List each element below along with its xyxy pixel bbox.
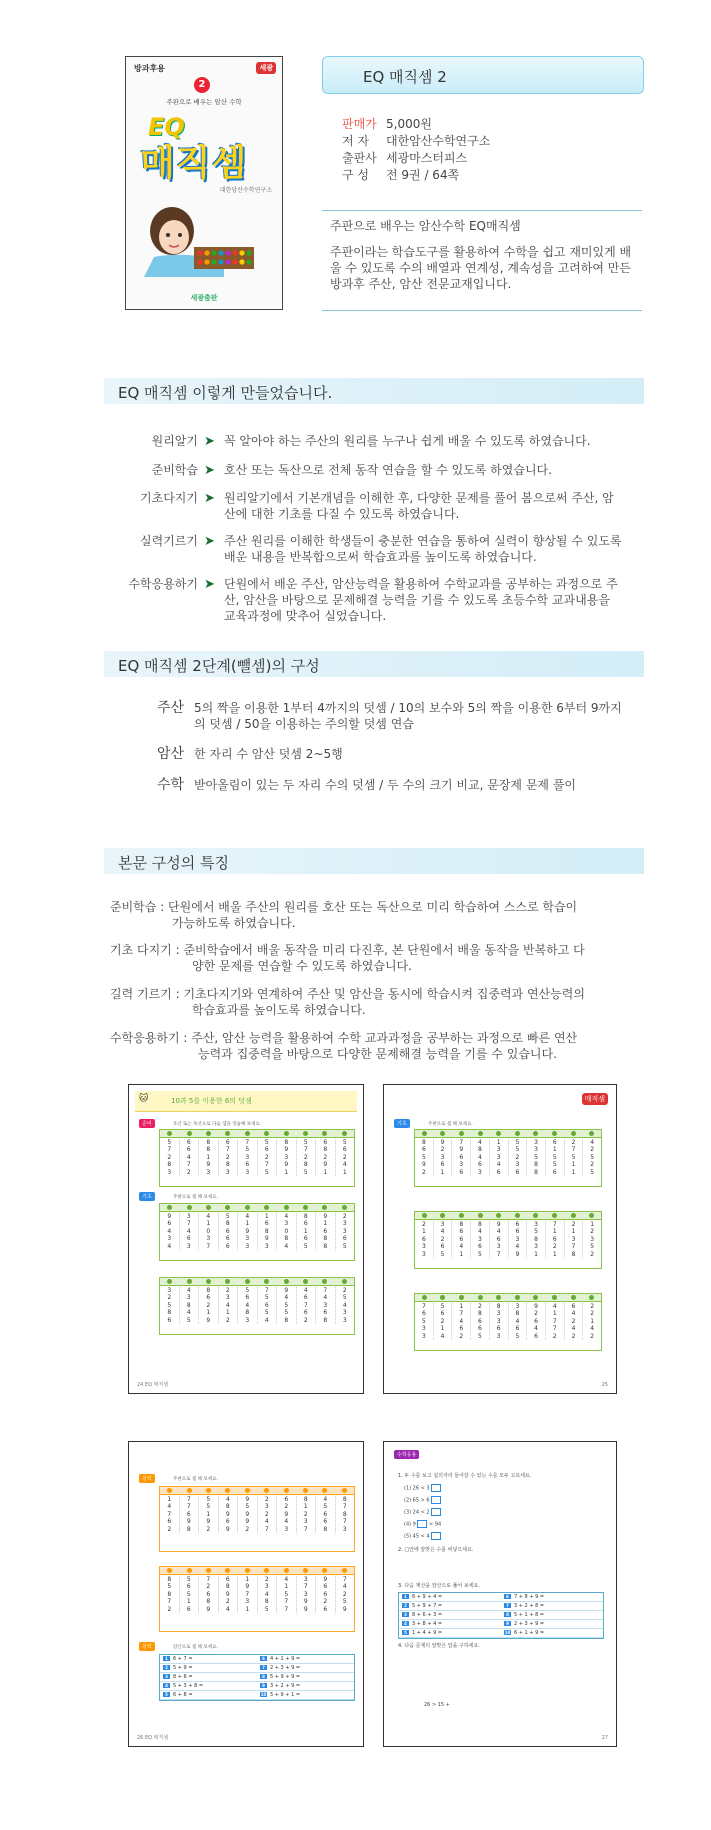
arrow-icon: ➤ [204, 577, 215, 592]
tag-basic: 기초 [139, 1192, 155, 1201]
table-cell: 3 8 + 6 = [160, 1673, 257, 1681]
grid-dot-icon [264, 1131, 269, 1136]
section-header-body: 본문 구성의 특징 [104, 848, 644, 874]
grid-dot-icon [303, 1488, 308, 1493]
unit-title: 10과 5를 이용한 6의 덧셈 [171, 1097, 252, 1105]
table-cell: 9 3 + 2 + 9 = [257, 1682, 354, 1690]
grid-dot-icon [496, 1295, 501, 1300]
practice-grid [159, 1277, 355, 1335]
grid-column: 4 1 9 3 3 [238, 1213, 258, 1250]
grid-dot-icon [589, 1295, 594, 1300]
table-row [399, 1602, 603, 1611]
table-cell: 6 7 + 8 + 9 = [501, 1593, 603, 1601]
body-feature: 길력 기르기 : 기초다지기와 연계하여 주산 및 암산을 동시에 학습시켜 집중력과 연산능력의 학습효과를 높이도록 하였습니다. [110, 987, 585, 1017]
grid-dot-icon [303, 1568, 308, 1573]
grid-column: 8 5 8 7 2 [160, 1576, 180, 1613]
grid-column: 2 5 4 3 3 [342, 1287, 347, 1324]
table-cell: 5 1 + 4 + 9 = [399, 1629, 501, 1637]
grid-dot-icon [187, 1205, 192, 1210]
grid-dot-icon [440, 1131, 445, 1136]
tag-skill: 실력 [139, 1642, 155, 1651]
grid-dot-icon [245, 1131, 250, 1136]
grid-column: 5 5 2 3 6 [509, 1139, 528, 1176]
grid-column: 2 3 4 1 2 [219, 1287, 239, 1324]
grid-column: 6 8 2 9 1 [316, 1139, 336, 1176]
table-cell: 2 5 + 9 + 7 = [399, 1602, 501, 1610]
grid-header [160, 1204, 354, 1212]
info-row-composition: 구 성 전 9권 / 64쪽 [342, 168, 460, 182]
grid-dot-icon [245, 1205, 250, 1210]
grid-column: 2 7 5 1 1 [565, 1139, 584, 1176]
table-row [160, 1691, 354, 1700]
cover-publisher-logo: 세광 [256, 62, 276, 74]
grid-dot-icon [533, 1131, 538, 1136]
product-title-bar [322, 56, 644, 94]
grid-dot-icon [342, 1568, 347, 1573]
grid-dot-icon [552, 1131, 557, 1136]
grid-dot-icon [303, 1131, 308, 1136]
body-feature: 수학응용하기 : 주산, 암산 능력을 활용하여 수학 교과과정을 공부하는 과정으로 빠른 연산 능력과 집중력을 바탕으로 다양한 문제해결 능력을 기를 수 있습니다. [110, 1031, 578, 1061]
grid-column: 3 7 4 6 3 [180, 1213, 200, 1250]
section-header-composition: EQ 매직셈 2단계(뺄셈)의 구성 [104, 651, 644, 677]
grid-column: 8 6 1 6 5 [297, 1213, 317, 1250]
grid-dot-icon [284, 1205, 289, 1210]
magic-logo: 매직셈 [582, 1093, 608, 1105]
grid-column: 2 8 6 6 5 [471, 1303, 490, 1340]
blank-box-row: (5) 45 < 4 [404, 1532, 441, 1540]
grid-column: 4 8 4 6 3 [471, 1139, 490, 1176]
table-cell: 1 6 + 7 = [160, 1655, 257, 1663]
grid-dot-icon [533, 1295, 538, 1300]
grid-column: 4 1 5 7 7 [277, 1576, 297, 1613]
grid-dot-icon [225, 1131, 230, 1136]
table-cell: 8 5 + 9 + 9 = [257, 1673, 354, 1681]
grid-dot-icon [571, 1295, 576, 1300]
grid-dot-icon [206, 1205, 211, 1210]
cover-subtitle: 주판으로 배우는 암산 수학 [166, 98, 242, 106]
grid-dot-icon [206, 1279, 211, 1284]
practice-grid [414, 1129, 602, 1187]
grid-dot-icon [478, 1213, 483, 1218]
tag-math-apply: 수학응용 [394, 1450, 419, 1459]
grid-dot-icon [225, 1205, 230, 1210]
grid-header [415, 1212, 601, 1220]
girl-with-abacus-illustration [134, 197, 274, 277]
grid-dot-icon [225, 1568, 230, 1573]
grid-column: 4 1 7 7 2 [546, 1303, 565, 1340]
product-title: EQ 매직셈 2 [363, 68, 447, 86]
grid-column: 4 6 7 6 2 [297, 1287, 317, 1324]
grid-header [415, 1130, 601, 1138]
grid-column: 1 2 3 5 2 [590, 1221, 595, 1258]
table-row [399, 1593, 603, 1602]
table-row [399, 1629, 603, 1638]
grid-column: 2 3 3 6 5 [342, 1213, 347, 1250]
tag-prepare: 준비 [139, 1119, 155, 1128]
grid-dot-icon [167, 1279, 172, 1284]
grid-dot-icon [264, 1279, 269, 1284]
sample-page-1: 🐱 10과 5를 이용한 6의 덧셈 준비 호산 또는 독산으로 다음 셈을 연습해 보세요. 5 7 2 8 3 6 6 4 7 2 8 8 1 9 3 6 7 2 8 3 7 5 3 6 3 5 6 2 7 5 8 9 3 9 1 5 7 2 8 5 6 8 2 9 1 5 6 2 4 1 기초 주판으로 셈 해 보세요. 9 6 4 3 4 3 7 4 6 3 4 1 0 3 7 5 8 6 6 6 4 1 9 3 3 1 6 8 9 3 4 3 0 8 4 8 6 1 6 5 9 1 6 8 8 2 3 3 6 5 3 2 5 8 6 4 3 8 4 5 8 6 2 1 9 2 3 4 1 2 5 6 4 8 3 7 5 6 5 4 9 4 5 5 8 4 6 7 6 2 7 4 3 6 8 2 5 4 3 3 24 EQ 매직셈 [128, 1084, 364, 1394]
grid-dot-icon [167, 1568, 172, 1573]
practice-grid [414, 1293, 602, 1351]
grid-column: 8 8 1 9 3 [199, 1139, 219, 1176]
grid-column: 8 6 6 4 1 [452, 1221, 471, 1258]
grid-dot-icon [515, 1213, 520, 1218]
cover-title: 매직셈 [140, 143, 248, 184]
arrow-icon: ➤ [204, 534, 215, 549]
grid-column: 8 3 3 6 3 [490, 1303, 509, 1340]
table-cell: 6 4 + 1 + 9 = [257, 1655, 354, 1663]
grid-dot-icon [303, 1279, 308, 1284]
grid-column: 4 3 8 4 5 [180, 1287, 200, 1324]
grid-dot-icon [589, 1131, 594, 1136]
grid-column: 1 7 4 6 2 [452, 1303, 471, 1340]
cover-institute: 대한암산수학연구소 [219, 187, 272, 194]
arrow-icon: ➤ [204, 463, 215, 478]
grid-dot-icon [322, 1279, 327, 1284]
grid-dot-icon [284, 1568, 289, 1573]
grid-dot-icon [322, 1488, 327, 1493]
practice-grid [159, 1566, 355, 1632]
grid-dot-icon [187, 1131, 192, 1136]
grid-dot-icon [459, 1131, 464, 1136]
grid-column: 9 1 6 8 8 [316, 1213, 336, 1250]
grid-column: 5 6 2 4 1 [342, 1139, 347, 1176]
grid-dot-icon [187, 1488, 192, 1493]
info-row-publisher: 출판사 세광마스터피스 [342, 151, 468, 165]
grid-column: 5 6 4 8 3 [238, 1287, 258, 1324]
body-feature: 준비학습 : 단원에서 배울 주산의 원리를 호산 또는 독산으로 미리 학습하여 스스로 학습이 가능하도록 하였습니다. [110, 900, 578, 930]
grid-column: 7 6 5 3 3 [415, 1303, 434, 1340]
grid-column: 4 2 5 2 5 [590, 1139, 595, 1176]
grid-column: 8 6 5 9 2 [415, 1139, 434, 1176]
table-row [399, 1620, 603, 1629]
grid-column: 9 4 6 3 7 [490, 1221, 509, 1258]
grid-column: 4 8 9 6 9 [219, 1496, 239, 1533]
table-row [399, 1611, 603, 1620]
grid-column: 9 2 3 6 1 [434, 1139, 453, 1176]
table-cell: 2 5 + 9 = [160, 1664, 257, 1672]
grid-column: 1 4 7 6 2 [160, 1496, 180, 1533]
grid-column: 1 9 7 3 1 [238, 1576, 258, 1613]
table-cell: 7 3 + 2 + 8 = [501, 1602, 603, 1610]
grid-column: 7 1 6 2 1 [546, 1221, 565, 1258]
equation: 26 > 15 + [424, 1702, 450, 1708]
grid-header [160, 1278, 354, 1286]
grid-dot-icon [303, 1205, 308, 1210]
blank-box-row: (4) 9 > 94 [404, 1521, 442, 1528]
grid-column: 5 6 5 1 6 [180, 1576, 200, 1613]
grid-column: 9 5 9 9 2 [238, 1496, 258, 1533]
grid-column: 2 3 4 8 5 [258, 1576, 278, 1613]
grid-column: 7 4 3 6 8 [316, 1287, 336, 1324]
arrow-icon: ➤ [204, 434, 215, 449]
grid-dot-icon [552, 1213, 557, 1218]
grid-dot-icon [225, 1279, 230, 1284]
grid-dot-icon [440, 1213, 445, 1218]
grid-dot-icon [342, 1279, 347, 1284]
grid-dot-icon [552, 1295, 557, 1300]
practice-grid [414, 1211, 602, 1269]
arrow-icon: ➤ [204, 491, 215, 506]
grid-dot-icon [245, 1568, 250, 1573]
description-title: 주판으로 배우는 암산수학 EQ매직셈 [330, 219, 521, 233]
grid-column: 7 2 6 8 9 [199, 1576, 219, 1613]
grid-dot-icon [245, 1488, 250, 1493]
book-cover-image [125, 56, 283, 310]
grid-column: 1 6 8 9 3 [258, 1213, 278, 1250]
grid-column: 6 8 9 2 4 [219, 1576, 239, 1613]
grid-dot-icon [187, 1279, 192, 1284]
cat-icon: 🐱 [139, 1094, 149, 1104]
grid-column: 6 4 2 4 2 [565, 1303, 584, 1340]
table-cell: 5 6 + 8 = [160, 1691, 257, 1699]
grid-dot-icon [515, 1295, 520, 1300]
divider [322, 210, 642, 211]
grid-dot-icon [342, 1131, 347, 1136]
grid-column: 2 3 2 4 7 [258, 1496, 278, 1533]
grid-column: 6 6 4 7 2 [180, 1139, 200, 1176]
grid-column: 6 1 5 5 6 [546, 1139, 565, 1176]
grid-column: 5 7 2 8 3 [160, 1139, 180, 1176]
grid-column: 9 4 5 5 8 [277, 1287, 297, 1324]
grid-dot-icon [571, 1213, 576, 1218]
tag-basic: 기초 [394, 1119, 410, 1128]
grid-header [160, 1567, 354, 1575]
description-body: 주판이라는 학습도구를 활용하여 수학을 쉽고 재미있게 배울 수 있도록 수의 배열과 연계성, 계속성을 고려하여 만든 방과후 주산, 암산 전문교재입니다. [330, 245, 632, 291]
grid-column: 3 7 3 9 9 [297, 1576, 317, 1613]
grid-column: 8 9 3 9 1 [277, 1139, 297, 1176]
product-description [330, 218, 640, 302]
grid-column: 1 3 3 4 6 [490, 1139, 509, 1176]
grid-column: 5 7 2 8 5 [297, 1139, 317, 1176]
mental-math-table [398, 1592, 604, 1639]
grid-column: 5 8 6 6 6 [219, 1213, 239, 1250]
grid-column: 3 2 5 8 6 [160, 1287, 180, 1324]
grid-column: 6 2 9 4 3 [277, 1496, 297, 1533]
grid-dot-icon [206, 1131, 211, 1136]
grid-dot-icon [422, 1213, 427, 1218]
grid-column: 3 3 5 8 8 [527, 1139, 546, 1176]
grid-dot-icon [533, 1213, 538, 1218]
grid-dot-icon [342, 1488, 347, 1493]
divider [322, 310, 642, 311]
grid-column: 6 6 3 4 9 [509, 1221, 528, 1258]
grid-column: 5 6 2 1 4 [434, 1303, 453, 1340]
grid-dot-icon [496, 1213, 501, 1218]
grid-dot-icon [440, 1295, 445, 1300]
sample-page-2: 매직셈 기초 주판으로 셈 해 보세요. 8 6 5 9 2 9 2 3 6 1 7 9 6 3 6 4 8 4 6 3 1 3 3 4 6 5 5 2 3 6 3 3 5 8 8 6 1 5 5 6 2 7 5 1 1 4 2 5 2 5 2 1 6 3 3 3 4 2 6 5 8 6 6 4 1 8 4 3 6 5 9 4 6 3 7 6 6 3 4 9 3 5 8 3 1 7 1 6 2 1 2 1 3 7 8 1 2 3 5 2 7 6 5 3 3 5 6 2 1 4 1 7 4 6 2 2 8 6 6 5 8 3 3 6 3 3 8 4 6 5 9 2 6 4 6 4 1 7 7 2 6 4 2 4 2 2 2 1 4 2 25 [383, 1084, 617, 1394]
grid-column: 3 4 2 6 5 [434, 1221, 453, 1258]
grid-dot-icon [206, 1568, 211, 1573]
body-feature: 기초 다지기 : 준비학습에서 배울 동작을 미리 다진후, 본 단원에서 배울 동작을 반복하고 다 양한 문제를 연습할 수 있도록 하였습니다. [110, 943, 585, 973]
grid-dot-icon [571, 1131, 576, 1136]
info-row-price: 판매가 5,000원 [342, 117, 432, 131]
grid-header [160, 1130, 354, 1138]
grid-column: 5 5 1 9 2 [199, 1496, 219, 1533]
cover-eq: EQ [148, 113, 185, 141]
grid-dot-icon [167, 1205, 172, 1210]
grid-column: 7 7 6 9 8 [180, 1496, 200, 1533]
grid-dot-icon [284, 1279, 289, 1284]
grid-dot-icon [187, 1568, 192, 1573]
grid-dot-icon [459, 1213, 464, 1218]
cover-series: 방과후용 [134, 64, 165, 73]
cover-number: 2 [194, 77, 210, 93]
table-row [160, 1682, 354, 1691]
grid-dot-icon [284, 1488, 289, 1493]
grid-dot-icon [478, 1131, 483, 1136]
grid-dot-icon [264, 1488, 269, 1493]
table-cell: 10 5 + 9 + 1 = [260, 1692, 301, 1698]
grid-dot-icon [245, 1279, 250, 1284]
grid-dot-icon [264, 1205, 269, 1210]
grid-column: 7 5 3 6 3 [238, 1139, 258, 1176]
grid-dot-icon [422, 1295, 427, 1300]
table-cell: 10 6 + 1 + 9 = [504, 1630, 545, 1636]
grid-header [160, 1487, 354, 1495]
grid-column: 4 1 0 3 7 [199, 1213, 219, 1250]
grid-dot-icon [322, 1131, 327, 1136]
grid-dot-icon [515, 1131, 520, 1136]
cover-publisher: 세광출판 [190, 294, 218, 302]
grid-dot-icon [589, 1213, 594, 1218]
grid-column: 8 6 2 1 9 [199, 1287, 219, 1324]
grid-column: 8 7 8 7 3 [342, 1496, 347, 1533]
grid-column: 4 5 6 6 8 [316, 1496, 336, 1533]
grid-dot-icon [496, 1131, 501, 1136]
grid-column: 8 1 2 3 7 [297, 1496, 317, 1533]
grid-dot-icon [422, 1131, 427, 1136]
grid-dot-icon [322, 1205, 327, 1210]
grid-dot-icon [478, 1295, 483, 1300]
table-cell: 7 2 + 3 + 9 = [257, 1664, 354, 1672]
grid-column: 5 6 2 7 5 [258, 1139, 278, 1176]
table-cell: 9 2 + 3 + 9 = [501, 1620, 603, 1628]
table-cell: 4 5 + 3 + 8 = [160, 1682, 257, 1690]
tag-skill: 실력 [139, 1474, 155, 1483]
grid-column: 3 5 8 3 1 [527, 1221, 546, 1258]
blank-box-row: (1) 26 < 3 [404, 1484, 441, 1492]
sample-page-3: 실력 주판으로 셈 해 보세요. 1 4 7 6 2 7 7 6 9 8 5 5 1 9 2 4 8 9 6 9 9 5 9 9 2 2 3 2 4 7 6 2 9 4 3 8 1 2 3 7 4 5 6 6 8 8 7 8 7 3 8 5 8 7 2 5 6 5 1 6 7 2 6 8 9 6 8 9 2 4 1 9 7 3 1 2 3 4 8 5 4 1 5 7 7 3 7 3 9 9 9 6 6 2 6 7 4 2 5 9 실력 암산으로 셈 해 보세요. 1 6 + 7 = 6 4 + 1 + 9 = 2 5 + 9 = 7 2 + 3 + 9 = 3 8 + 6 = 8 5 + 9 + 9 = 4 5 + 3 + 8 = 9 3 + 2 + 9 = 5 6 + 8 = 10 5 + 9 + 1 = 26 EQ 매직셈 [128, 1441, 364, 1747]
section-header-making: EQ 매직셈 이렇게 만들었습니다. [104, 378, 644, 404]
grid-column: 2 2 1 4 2 [590, 1303, 595, 1340]
grid-column: 9 2 6 4 6 [527, 1303, 546, 1340]
grid-dot-icon [459, 1295, 464, 1300]
practice-grid [159, 1203, 355, 1261]
table-cell: 8 5 + 1 + 8 = [501, 1611, 603, 1619]
grid-column: 4 3 0 8 4 [277, 1213, 297, 1250]
grid-column: 9 6 6 2 6 [316, 1576, 336, 1613]
grid-column: 2 1 3 7 8 [565, 1221, 584, 1258]
grid-column: 3 8 4 6 5 [509, 1303, 528, 1340]
table-row [160, 1664, 354, 1673]
grid-column: 7 5 6 5 4 [258, 1287, 278, 1324]
table-cell: 4 3 + 8 + 4 = [399, 1620, 501, 1628]
grid-column: 7 4 2 5 9 [342, 1576, 347, 1613]
grid-dot-icon [167, 1488, 172, 1493]
grid-header [415, 1294, 601, 1302]
grid-column: 7 9 6 3 6 [452, 1139, 471, 1176]
grid-dot-icon [264, 1568, 269, 1573]
grid-dot-icon [167, 1131, 172, 1136]
blank-box-row: (2) 65 > 6 [404, 1496, 441, 1504]
table-row [160, 1655, 354, 1664]
mental-math-table [159, 1654, 355, 1701]
grid-column: 8 4 3 6 5 [471, 1221, 490, 1258]
practice-grid [159, 1486, 355, 1552]
grid-dot-icon [206, 1488, 211, 1493]
table-cell: 3 8 + 6 + 3 = [399, 1611, 501, 1619]
practice-grid [159, 1129, 355, 1187]
grid-column: 2 1 6 3 3 [415, 1221, 434, 1258]
grid-column: 9 6 4 3 4 [160, 1213, 180, 1250]
product-info [342, 116, 490, 184]
grid-dot-icon [284, 1131, 289, 1136]
info-row-author: 저 자 대한암산수학연구소 [342, 134, 491, 148]
sample-page-4: 수학응용 1. 두 수를 보고 십의자리 들어갈 수 있는 수를 모두 고르세요. (1) 26 < 3 (2) 65 > 6 (3) 24 < 2 (4) 9 > 94 (5) 45 < 4 2. □안에 알맞은 수를 써넣으세요. 3. 다음 계산을 암산으로 풀어 보세요. 1 6 + 9 + 4 = 6 7 + 8 + 9 = 2 5 + 9 + 7 = 7 3 + 2 + 8 = 3 8 + 6 + 3 = 8 5 + 1 + 8 = 4 3 + 8 + 4 = 9 2 + 3 + 9 = 5 1 + 4 + 9 = 10 6 + 1 + 9 = 4. 다음 문제의 알맞은 답을 구하세요. 26 > 15 + 27 [383, 1441, 617, 1747]
table-row [160, 1673, 354, 1682]
grid-dot-icon [322, 1568, 327, 1573]
grid-dot-icon [342, 1205, 347, 1210]
blank-box-row: (3) 24 < 2 [404, 1508, 441, 1516]
grid-dot-icon [225, 1488, 230, 1493]
grid-column: 6 7 2 8 3 [219, 1139, 239, 1176]
table-cell: 1 6 + 9 + 4 = [399, 1593, 501, 1601]
